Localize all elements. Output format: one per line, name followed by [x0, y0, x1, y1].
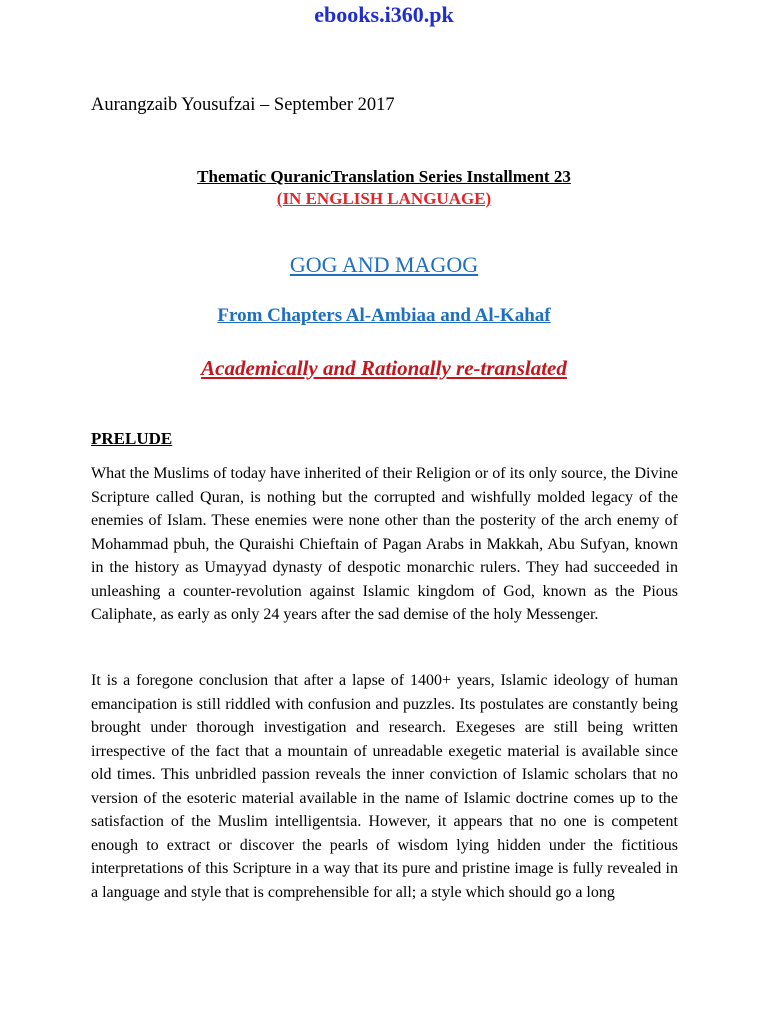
tagline: Academically and Rationally re-translated	[201, 356, 567, 380]
section-heading: PRELUDE	[91, 429, 173, 448]
language-note: (IN ENGLISH LANGUAGE)	[276, 189, 492, 208]
series-title: Thematic QuranicTranslation Series Installment 23	[197, 167, 571, 186]
body-paragraph: What the Muslims of today have inherited of their Religion or of its only source, the Divine Scripture called Quran, is nothing but the corrupted and wishfully molded legacy of the enemies of Islam. These enemies were none other than the posterity of the arch enemy of Mohammad pbuh, the Quraishi Chieftain of Pagan Arabs in Makkah, Abu Sufyan, known in the history as Umayyad dynasty of despotic monarchic rulers. They had succeeded in unleashing a counter-revolution against Islamic kingdom of God, known as the Pious Caliphate, as early as only 24 years after the sad demise of the holy Messenger.	[91, 465, 678, 623]
author-line: Aurangzaib Yousufzai – September 2017	[91, 95, 395, 115]
chapters-subtitle: From Chapters Al-Ambiaa and Al-Kahaf	[217, 305, 551, 326]
page-title: GOG AND MAGOG	[289, 252, 479, 277]
body-paragraph: It is a foregone conclusion that after a lapse of 1400+ years, Islamic ideology of human emancipation is still riddled with confusion and puzzles. Its postulates are constantly being brought under thorough investigation and research. Exegeses are still being written irrespective of the fact that a mountain of unreadable exegetic material is available since old times. This unbridled passion reveals the inner conviction of Islamic scholars that no version of the esoteric material available in the name of Islamic doctrine comes up to the satisfaction of the Muslim intelligentsia. However, it appears that no one is competent enough to extract or discover the pearls of wisdom lying hidden under the fictitious interpretations of this Scripture in a way that its pure and pristine image is fully revealed in a language and style that is comprehensible for all; a style which should go a long	[91, 672, 678, 901]
site-watermark[interactable]: ebooks.i360.pk	[314, 2, 454, 27]
